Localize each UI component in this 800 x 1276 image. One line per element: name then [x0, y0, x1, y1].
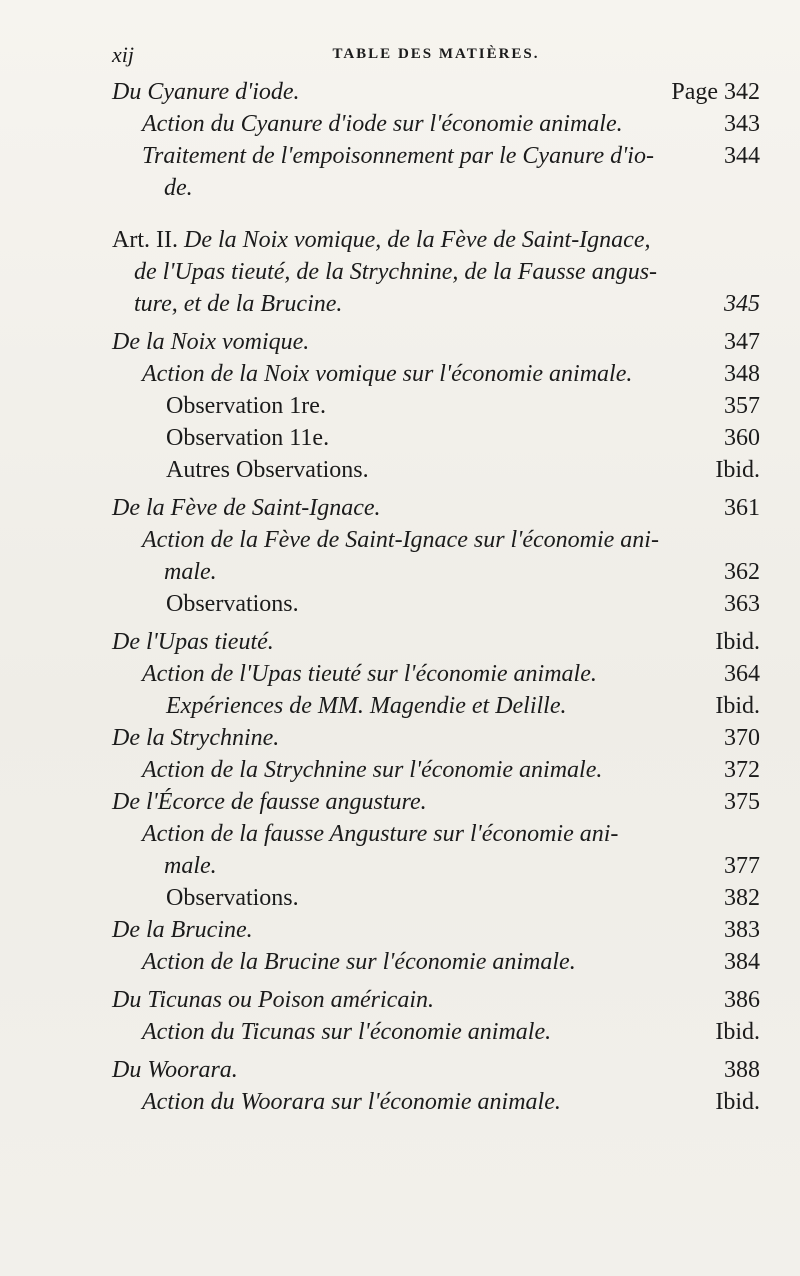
toc-entry	[112, 722, 760, 754]
toc-entry	[112, 492, 760, 524]
toc-entry-title: Observations.	[166, 591, 299, 617]
toc-entry-title: Du Woorara.	[112, 1057, 238, 1083]
toc-entry	[142, 358, 760, 390]
toc-entry	[142, 1016, 760, 1048]
toc-entry-page: 388	[724, 1057, 760, 1083]
article-title-line: de l'Upas tieuté, de la Strychnine, de la Fausse angus-	[134, 259, 658, 285]
toc-entry-page: 348	[724, 361, 760, 387]
toc-entry-title: Action de la Strychnine sur l'économie animale.	[142, 757, 603, 783]
toc-entry-page: 344	[724, 143, 760, 169]
toc-entry	[166, 454, 760, 486]
article-title-line: ture, et de la Brucine.	[134, 291, 343, 317]
toc-entry-page: 384	[724, 949, 760, 975]
toc-entry	[142, 108, 760, 140]
toc-entry	[166, 588, 760, 620]
toc-entry-title: Observation 11e.	[166, 425, 330, 451]
toc-entry	[142, 754, 760, 786]
toc-entry	[142, 818, 760, 882]
toc-entry-page: 375	[724, 789, 760, 815]
toc-entry-title: De la Strychnine.	[112, 725, 280, 751]
toc-entry-page: 370	[724, 725, 760, 751]
toc-entry-title-line: Action de la fausse Angusture sur l'économie ani-	[142, 821, 619, 847]
toc-entry	[166, 882, 760, 914]
toc-entry	[142, 140, 760, 204]
toc-entry-title: De l'Écorce de fausse angusture.	[112, 789, 427, 815]
toc-entry-page: Ibid.	[715, 629, 760, 655]
toc-entry-title: De la Fève de Saint-Ignace.	[112, 495, 381, 521]
toc-entry-page: 383	[724, 917, 760, 943]
toc-entry-page: Ibid.	[715, 457, 760, 483]
running-title: TABLE DES MATIÈRES.	[332, 46, 540, 62]
toc-entry	[112, 326, 760, 358]
toc-entry-title: De la Noix vomique.	[112, 329, 310, 355]
toc-entry-title: Action du Ticunas sur l'économie animale.	[142, 1019, 552, 1045]
toc-entry-title: Observation 1re.	[166, 393, 326, 419]
toc-entry-page: 357	[724, 393, 760, 419]
toc-entry-title: De la Brucine.	[112, 917, 253, 943]
page-number: xij	[112, 42, 134, 67]
toc-entry-page: 364	[724, 661, 760, 687]
toc-entry	[142, 658, 760, 690]
toc-entry-title: De l'Upas tieuté.	[112, 629, 274, 655]
toc-entry	[112, 76, 760, 108]
toc-entry-title: Action de l'Upas tieuté sur l'économie animale.	[142, 661, 597, 687]
toc-entry	[166, 690, 760, 722]
toc-entry-page: 345	[724, 291, 760, 317]
toc-entry-title: Expériences de MM. Magendie et Delille.	[166, 693, 567, 719]
toc-entry-title-line: Traitement de l'empoisonnement par le Cyanure d'io-	[142, 143, 654, 169]
toc-entry	[112, 984, 760, 1016]
toc-entry-page: 382	[724, 885, 760, 911]
toc-entry-title-line: male.	[164, 853, 217, 879]
article-heading	[112, 224, 760, 320]
toc-entry-page: 372	[724, 757, 760, 783]
toc-entry-title: Action de la Noix vomique sur l'économie animale.	[142, 361, 633, 387]
toc-entry	[112, 626, 760, 658]
toc-entry	[142, 524, 760, 588]
toc-entry-title: Action du Woorara sur l'économie animale.	[142, 1089, 561, 1115]
toc-entry-title-line: male.	[164, 559, 217, 585]
toc-entry	[112, 786, 760, 818]
toc-entry-title-line: de.	[164, 175, 193, 201]
article-title-line: De la Noix vomique, de la Fève de Saint-Ignace,	[183, 227, 651, 253]
toc-entry-title: Du Ticunas ou Poison américain.	[112, 987, 434, 1013]
toc-entry-title: Action de la Brucine sur l'économie animale.	[142, 949, 576, 975]
toc-entry-title: Action du Cyanure d'iode sur l'économie animale.	[142, 111, 623, 137]
toc-entry-title: Du Cyanure d'iode.	[112, 79, 300, 105]
table-of-contents	[112, 76, 760, 1118]
toc-entry-page: 362	[724, 559, 760, 585]
toc-entry-page: Ibid.	[715, 693, 760, 719]
toc-entry-title-line: Action de la Fève de Saint-Ignace sur l'économie ani-	[142, 527, 659, 553]
toc-entry-page: 377	[724, 853, 760, 879]
toc-entry-page: Ibid.	[715, 1019, 760, 1045]
article-number: Art. II.	[112, 227, 178, 253]
toc-entry	[166, 422, 760, 454]
toc-entry	[112, 914, 760, 946]
toc-entry-page: 347	[724, 329, 760, 355]
toc-entry-title: Observations.	[166, 885, 299, 911]
toc-entry-page: 343	[724, 111, 760, 137]
toc-entry-page: 386	[724, 987, 760, 1013]
toc-entry-page: 361	[724, 495, 760, 521]
toc-entry	[166, 390, 760, 422]
toc-entry-page: Ibid.	[715, 1089, 760, 1115]
running-head	[112, 40, 760, 70]
toc-entry-page: 363	[724, 591, 760, 617]
toc-entry	[112, 1054, 760, 1086]
toc-entry-page: Page 342	[671, 79, 760, 105]
toc-entry	[142, 1086, 760, 1118]
toc-entry-page: 360	[724, 425, 760, 451]
toc-entry	[142, 946, 760, 978]
toc-entry-title: Autres Observations.	[166, 457, 369, 483]
